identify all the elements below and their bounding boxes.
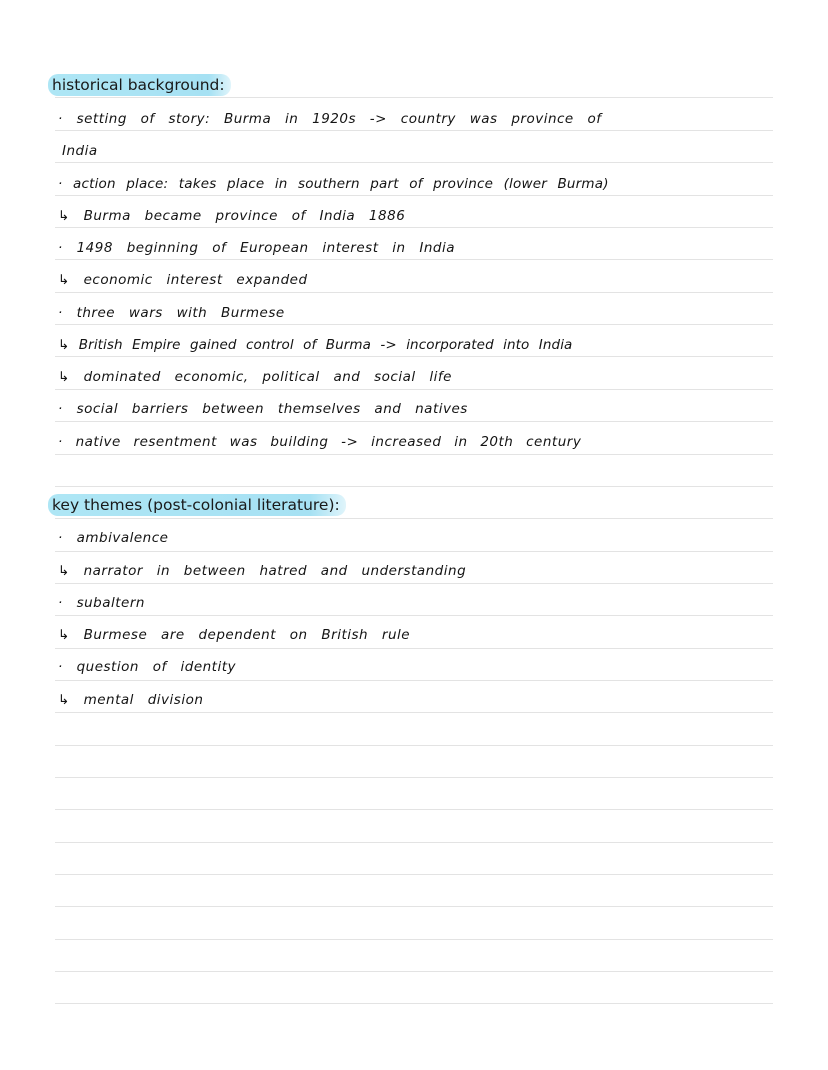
ruled-line (55, 712, 773, 713)
ruled-line (55, 583, 773, 584)
note-line: ↳ Burmese are dependent on British rule (58, 627, 411, 643)
ruled-line (55, 454, 773, 455)
ruled-line (55, 292, 773, 293)
note-line: India (62, 143, 98, 159)
note-line: ↳ mental division (58, 692, 204, 708)
ruled-line (55, 615, 773, 616)
note-line: · three wars with Burmese (58, 305, 285, 321)
note-line: · social barriers between themselves and natives (58, 401, 468, 417)
section-heading-historical-background: historical background: (48, 74, 231, 96)
ruled-line (55, 648, 773, 649)
ruled-line (55, 486, 773, 487)
section-heading-key-themes: key themes (post-colonial literature): (48, 494, 346, 516)
note-line: · ambivalence (58, 530, 169, 546)
ruled-line (55, 97, 773, 98)
ruled-line (55, 356, 773, 357)
ruled-line (55, 745, 773, 746)
note-line: · subaltern (58, 595, 145, 611)
ruled-line (55, 777, 773, 778)
note-line: · action place: takes place in southern part of province (lower Burma) (58, 176, 609, 192)
ruled-line (55, 162, 773, 163)
note-line: · 1498 beginning of European interest in India (58, 240, 456, 256)
ruled-line (55, 1003, 773, 1004)
ruled-line (55, 809, 773, 810)
ruled-line (55, 518, 773, 519)
ruled-line (55, 939, 773, 940)
ruled-line (55, 971, 773, 972)
note-line: ↳ British Empire gained control of Burma -> incorporated into India (58, 337, 573, 353)
note-line: · question of identity (58, 659, 237, 675)
note-line: ↳ dominated economic, political and social life (58, 369, 452, 385)
ruled-line (55, 906, 773, 907)
ruled-line (55, 551, 773, 552)
note-line: ↳ narrator in between hatred and understanding (58, 563, 467, 579)
ruled-line (55, 421, 773, 422)
ruled-line (55, 227, 773, 228)
ruled-line (55, 195, 773, 196)
ruled-line (55, 259, 773, 260)
ruled-line (55, 324, 773, 325)
ruled-line (55, 389, 773, 390)
ruled-line (55, 130, 773, 131)
note-line: · setting of story: Burma in 1920s -> country was province of (58, 111, 602, 127)
ruled-line (55, 842, 773, 843)
note-line: ↳ economic interest expanded (58, 272, 308, 288)
note-line: ↳ Burma became province of India 1886 (58, 208, 406, 224)
note-line: · native resentment was building -> increased in 20th century (58, 434, 582, 450)
ruled-line (55, 874, 773, 875)
ruled-line (55, 680, 773, 681)
